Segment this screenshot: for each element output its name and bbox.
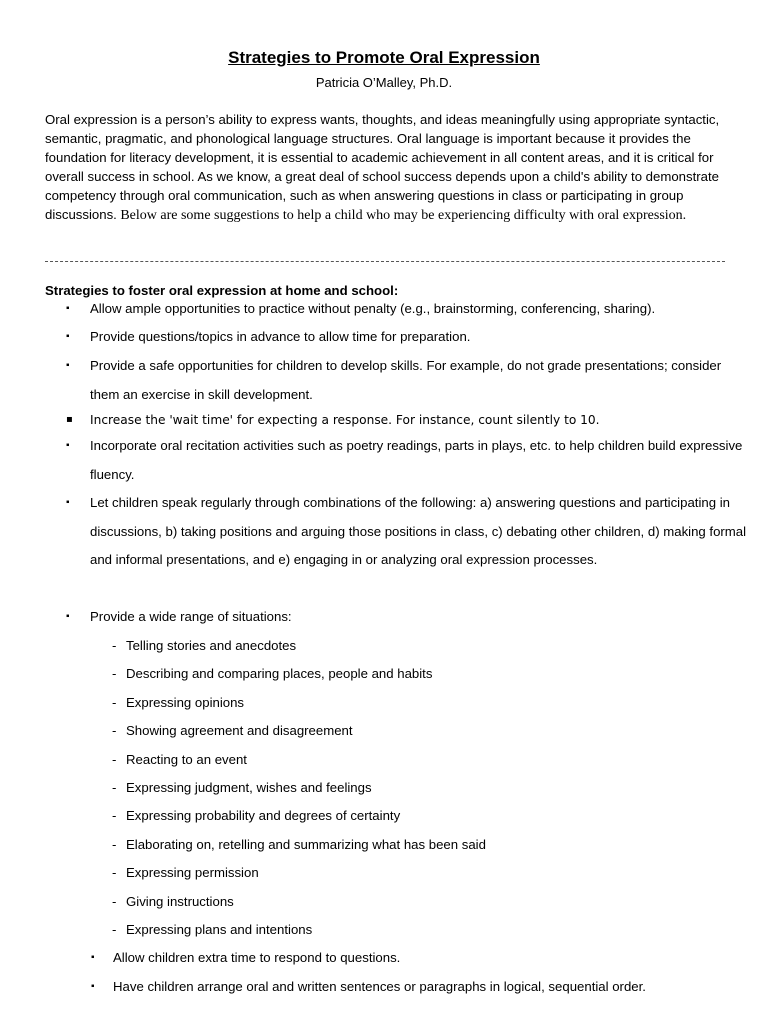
list-item: ▪ Provide questions/topics in advance to allow time for preparation. [90,323,750,352]
situation-item: - Showing agreement and disagreement [126,721,353,741]
list-item: ▪ Provide a safe opportunities for children to develop skills. For example, do not grade presentations; consider them an exercise in skill development. [90,352,750,409]
situation-item: - Describing and comparing places, people and habits [126,664,432,684]
situation-item: - Reacting to an event [126,750,247,770]
intro-paragraph [45,110,735,225]
section-divider [45,261,725,262]
sub-list-item: ▪ Have children arrange oral and written sentences or paragraphs in logical, sequential order. [113,977,733,997]
situation-item: - Expressing judgment, wishes and feelings [126,778,372,798]
list-item: ▪ Allow ample opportunities to practice without penalty (e.g., brainstorming, conferencing, sharing). [90,295,750,324]
situation-item: - Expressing probability and degrees of certainty [126,806,400,826]
sub-list-item: ▪ Allow children extra time to respond to questions. [113,948,733,968]
situation-item: - Telling stories and anecdotes [126,636,296,656]
situation-item: - Expressing plans and intentions [126,920,312,940]
intro-text-serif: Below are some suggestions to help a child who may be experiencing difficulty with oral expression. [116,208,687,223]
situation-item: - Giving instructions [126,892,234,912]
list-item: ▪ Let children speak regularly through combinations of the following: a) answering questions and participating in discussions, b) taking positions and arguing those positions in class, c) debating other children, d) making formal and informal presentations, and e) engaging in or analyzing oral expression processes. [90,489,750,575]
list-item: ▪ Increase the 'wait time' for expecting a response. For instance, count silently to 10. [90,406,750,435]
list-item: ▪ Incorporate oral recitation activities such as poetry readings, parts in plays, etc. to help children build expressive fluency. [90,432,750,489]
list-item: ▪ Provide a wide range of situations: [90,603,750,632]
document-title: Strategies to Promote Oral Expression [228,48,540,67]
document-author: Patricia O’Malley, Ph.D. [315,75,453,90]
intro-text: Oral expression is a person’s ability to express wants, thoughts, and ideas meaningfully using appropriate syntactic, semantic, pragmatic, and phonological language structures. Oral language is important because it provides the foundation for literacy development, it is essential to academic achievement in all content areas, and it is critical for overall success in school. As we know, a great deal of school success depends upon a child's ability to demonstrate competency through oral communication, such as when answering questions in class or participating in group discussions. [45,112,720,222]
situation-item: - Expressing opinions [126,693,244,713]
situation-item: - Expressing permission [126,863,259,883]
section-heading: Strategies to foster oral expression at home and school: [45,283,399,298]
situation-item: - Elaborating on, retelling and summarizing what has been said [126,835,486,855]
